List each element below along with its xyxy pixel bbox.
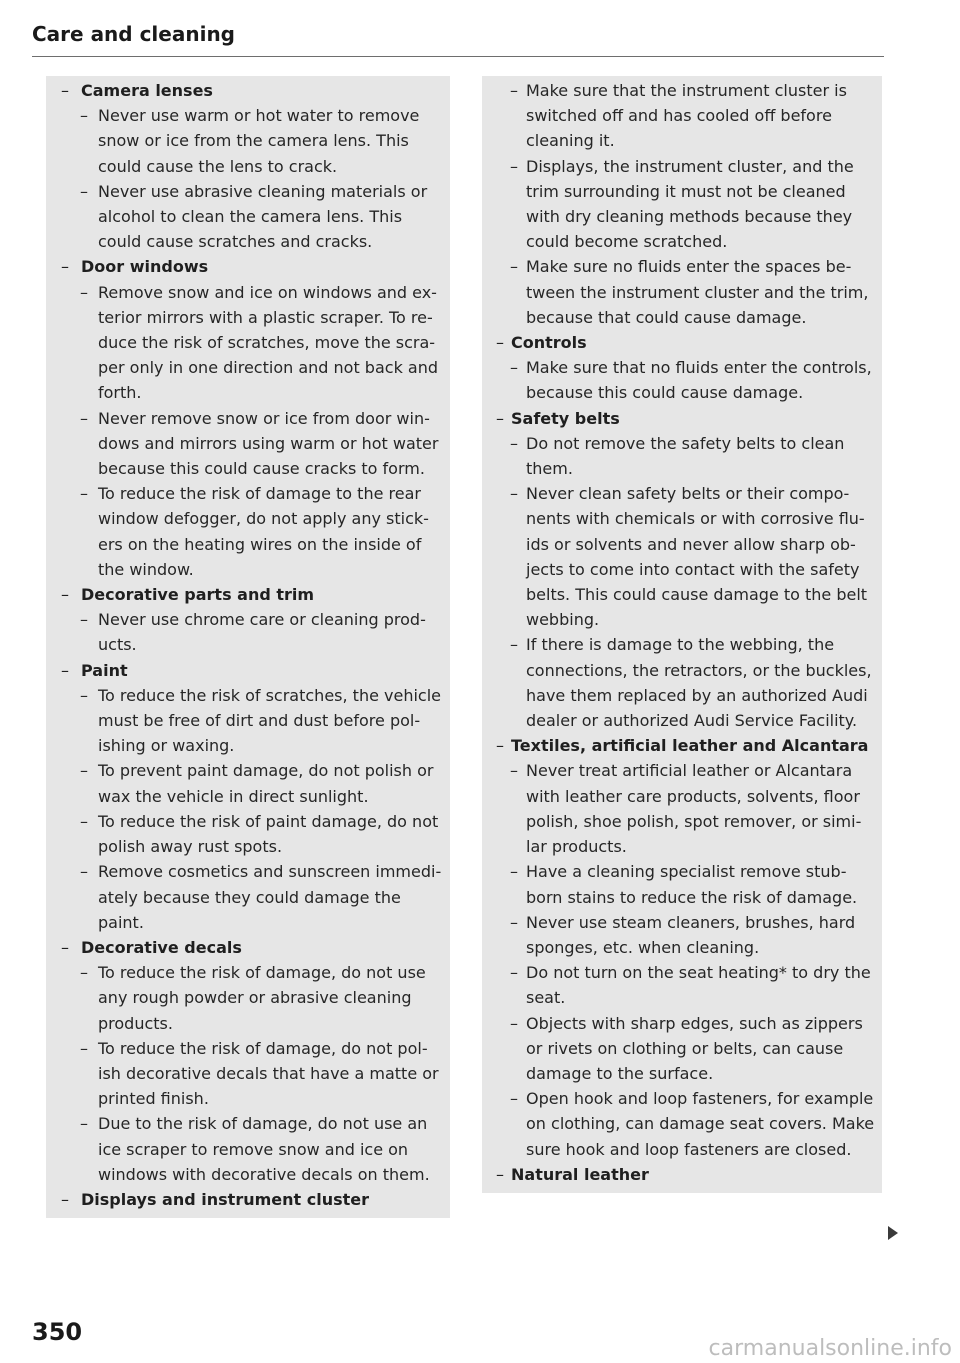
page-header: Care and cleaning bbox=[32, 22, 884, 57]
list-item: – Have a cleaning specialist remove stubborn stains to reduce the risk of damage. bbox=[482, 859, 882, 909]
section-heading: – Door windows bbox=[46, 254, 450, 279]
section-heading: – Displays and instrument cluster bbox=[46, 1187, 450, 1212]
list-item: – To reduce the risk of paint damage, do not polish away rust spots. bbox=[46, 809, 450, 859]
list-item: – Due to the risk of damage, do not use an ice scraper to remove snow and ice on windows with decorative decals on them. bbox=[46, 1111, 450, 1187]
section-heading: – Controls bbox=[482, 330, 882, 355]
section-heading: – Decorative parts and trim bbox=[46, 582, 450, 607]
list-item: – To reduce the risk of damage to the rear window defogger, do not apply any stickers on the heating wires on the inside of the window. bbox=[46, 481, 450, 582]
section-heading: – Natural leather bbox=[482, 1162, 882, 1187]
section-heading: – Camera lenses bbox=[46, 78, 450, 103]
section-heading: – Decorative decals bbox=[46, 935, 450, 960]
list-item: – To reduce the risk of damage, do not use any rough powder or abrasive cleaning products. bbox=[46, 960, 450, 1036]
watermark: carmanualsonline.info bbox=[708, 1336, 952, 1361]
list-item: – Never use chrome care or cleaning products. bbox=[46, 607, 450, 657]
list-item: – Do not remove the safety belts to clean them. bbox=[482, 431, 882, 481]
list-item: – To reduce the risk of damage, do not polish decorative decals that have a matte or printed finish. bbox=[46, 1036, 450, 1112]
list-item: – Never use warm or hot water to remove snow or ice from the camera lens. This could cause the lens to crack. bbox=[46, 103, 450, 179]
list-item: – Objects with sharp edges, such as zippers or rivets on clothing or belts, can cause damage to the surface. bbox=[482, 1011, 882, 1087]
section-heading: – Textiles, artificial leather and Alcantara bbox=[482, 733, 882, 758]
list-item: – Remove snow and ice on windows and exterior mirrors with a plastic scraper. To reduce the risk of scratches, move the scraper only in one direction and not back and forth. bbox=[46, 280, 450, 406]
list-item: – Make sure that no fluids enter the controls, because this could cause damage. bbox=[482, 355, 882, 405]
section-heading: – Safety belts bbox=[482, 406, 882, 431]
continue-arrow-icon bbox=[888, 1226, 898, 1240]
list-item: – Displays, the instrument cluster, and the trim surrounding it must not be cleaned with dry cleaning methods because they could become scratched. bbox=[482, 154, 882, 255]
list-item: – Make sure that the instrument cluster is switched off and has cooled off before cleaning it. bbox=[482, 78, 882, 154]
list-item: – Never treat artificial leather or Alcantara with leather care products, solvents, floor polish, shoe polish, spot remover, or similar products. bbox=[482, 758, 882, 859]
list-item: – Never use steam cleaners, brushes, hard sponges, etc. when cleaning. bbox=[482, 910, 882, 960]
list-item: – Never use abrasive cleaning materials or alcohol to clean the camera lens. This could cause scratches and cracks. bbox=[46, 179, 450, 255]
list-item: – Open hook and loop fasteners, for example on clothing, can damage seat covers. Make sure hook and loop fasteners are closed. bbox=[482, 1086, 882, 1162]
list-item: – To prevent paint damage, do not polish or wax the vehicle in direct sunlight. bbox=[46, 758, 450, 808]
left-column bbox=[46, 76, 450, 1218]
right-column bbox=[482, 76, 882, 1193]
list-item: – Never clean safety belts or their components with chemicals or with corrosive fluids or solvents and never allow sharp objects to come into contact with the safety belts. This could cause damage to the belt webbing. bbox=[482, 481, 882, 632]
list-item: – Remove cosmetics and sunscreen immediately because they could damage the paint. bbox=[46, 859, 450, 935]
page-number: 350 bbox=[32, 1318, 83, 1346]
section-heading: – Paint bbox=[46, 658, 450, 683]
list-item: – Make sure no fluids enter the spaces between the instrument cluster and the trim, because that could cause damage. bbox=[482, 254, 882, 330]
list-item: – Do not turn on the seat heating* to dry the seat. bbox=[482, 960, 882, 1010]
list-item: – If there is damage to the webbing, the connections, the retractors, or the buckles, have them replaced by an authorized Audi dealer or authorized Audi Service Facility. bbox=[482, 632, 882, 733]
list-item: – To reduce the risk of scratches, the vehicle must be free of dirt and dust before polishing or waxing. bbox=[46, 683, 450, 759]
list-item: – Never remove snow or ice from door windows and mirrors using warm or hot water because this could cause cracks to form. bbox=[46, 406, 450, 482]
